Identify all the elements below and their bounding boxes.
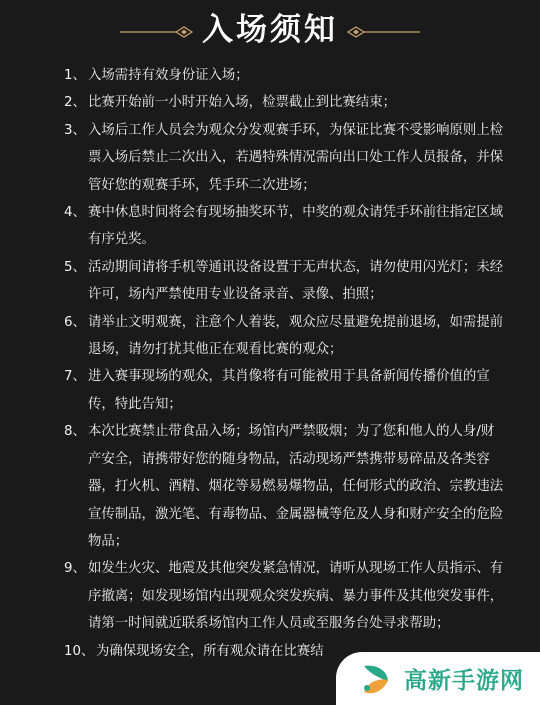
rule-text: 入场后工作人员会为观众分发观赛手环，为保证比赛不受影响原则上检票入场后禁止二次出入，若遇特殊情况需向出口处工作人员报备，并保管好您的观赛手环，凭手环二次进场； <box>88 122 504 193</box>
watermark-text: 高新手游网 <box>404 668 524 694</box>
rule-number: 3、 <box>64 122 86 138</box>
rule-text: 为确保现场安全，所有观众请在比赛结 <box>96 643 324 659</box>
rule-number: 7、 <box>64 369 86 385</box>
header <box>0 0 540 62</box>
watermark-badge <box>336 652 540 705</box>
rule-item <box>64 418 504 555</box>
page-title: 入场须知 <box>202 12 338 48</box>
rule-item <box>64 555 504 637</box>
rule-item <box>64 89 504 116</box>
rule-text: 如发生火灾、地震及其他突发紧急情况，请听从现场工作人员指示、有序撤离；如发现场馆内出现观众突发疾病、暴力事件及其他突发事件，请第一时间就近联系场馆内工作人员或至服务台处寻求帮助； <box>88 561 504 632</box>
rule-text: 本次比赛禁止带食品入场；场馆内严禁吸烟；为了您和他人的人身/财产安全，请携带好您的随身物品，活动现场严禁携带易碎品及各类容器，打火机、酒精、烟花等易燃易爆物品，任何形式的政治、宗教违法宣传制品，激光笔、有毒物品、金属器械等危及人身和财产安全的危险物品； <box>88 424 504 549</box>
rule-text: 入场需持有效身份证入场； <box>88 68 249 83</box>
rule-number: 5、 <box>64 259 86 275</box>
right-ornament-icon <box>340 24 420 40</box>
rules-list <box>64 62 504 665</box>
rule-text: 比赛开始前一小时开始入场，检票截止到比赛结束； <box>88 95 396 111</box>
rule-text: 请举止文明观赛，注意个人着装，观众应尽量避免提前退场，如需提前退场，请勿打扰其他正在观看比赛的观众； <box>88 314 504 358</box>
rule-number: 6、 <box>64 314 86 330</box>
rule-item <box>64 254 504 309</box>
rule-item <box>64 363 504 418</box>
rule-number: 9、 <box>64 561 86 577</box>
rule-number: 4、 <box>64 205 86 221</box>
rule-text: 活动期间请将手机等通讯设备设置于无声状态，请勿使用闪光灯；未经许可，场内严禁使用专业设备录音、录像、拍照； <box>88 259 504 303</box>
rule-number: 2、 <box>64 95 86 111</box>
rule-text: 赛中休息时间将会有现场抽奖环节，中奖的观众请凭手环前往指定区域有序兑奖。 <box>88 205 504 248</box>
rule-number: 1、 <box>64 68 86 83</box>
rule-item <box>64 117 504 199</box>
leaf-logo-icon <box>358 660 394 698</box>
rule-number: 10、 <box>64 643 95 659</box>
rule-item <box>64 62 504 89</box>
rule-text: 进入赛事现场的观众，其肖像将有可能被用于具备新闻传播价值的宣传，特此告知； <box>88 369 490 412</box>
rule-item <box>64 309 504 364</box>
rule-item <box>64 199 504 254</box>
rule-number: 8、 <box>64 424 86 440</box>
